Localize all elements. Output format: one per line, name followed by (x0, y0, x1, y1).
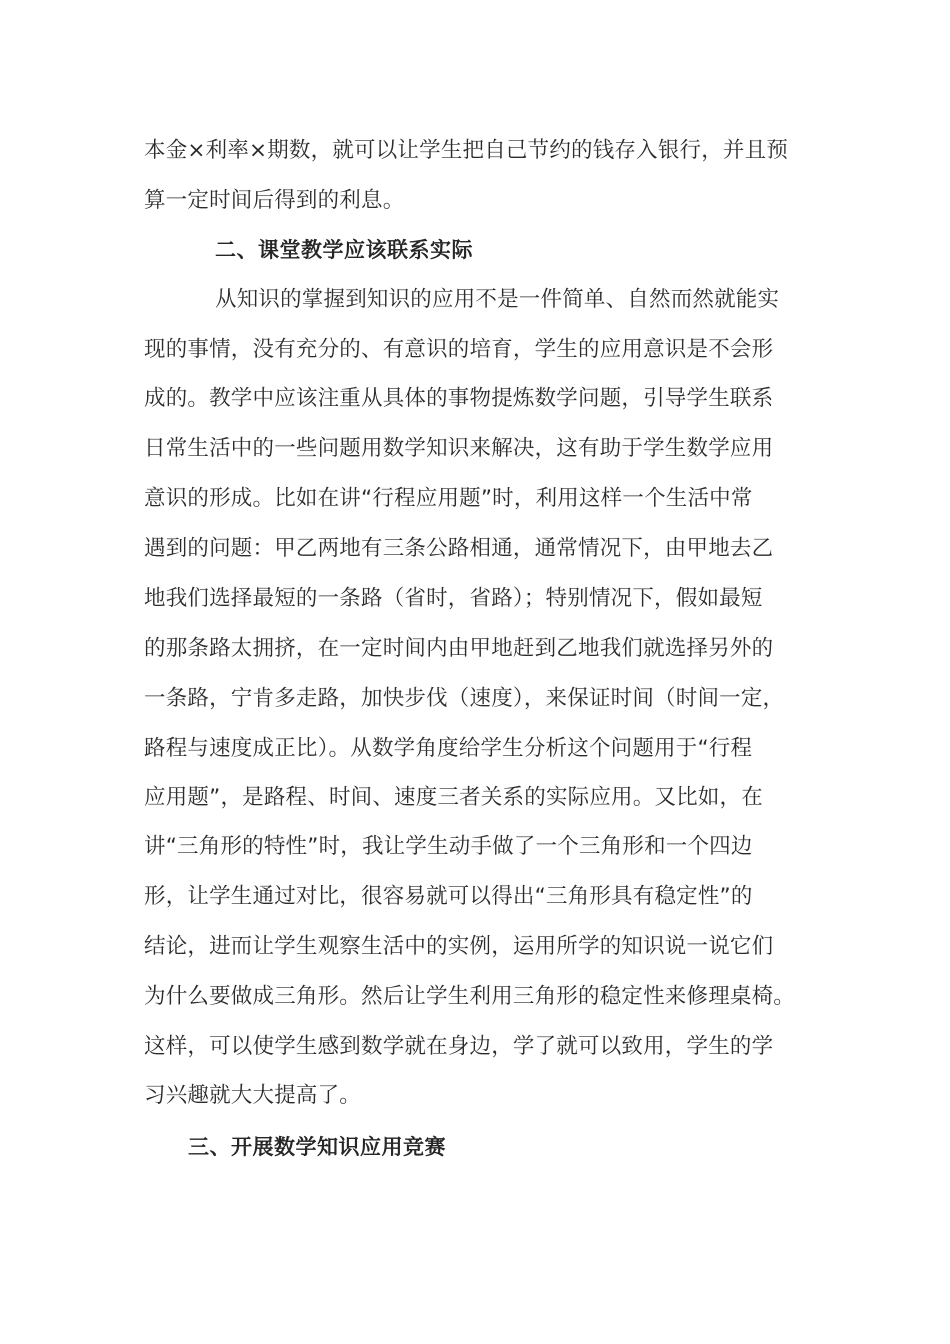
paragraph-line: 遇到的问题：甲乙两地有三条公路相通，通常情况下，由甲地去乙 (144, 536, 774, 561)
paragraph-line: 为什么要做成三角形。然后让学生利用三角形的稳定性来修理桌椅。 (144, 984, 796, 1009)
paragraph-line: 意识的形成。比如在讲“行程应用题”时，利用这样一个生活中常 (144, 486, 753, 511)
paragraph-line: 习兴趣就大大提高了。 (144, 1083, 362, 1108)
paragraph-line: 一条路，宁肯多走路，加快步伐（速度），来保证时间（时间一定， (144, 686, 785, 711)
paragraph-line: 成的。教学中应该注重从具体的事物提炼数学问题，引导学生联系 (144, 386, 774, 411)
paragraph-line: 的那条路太拥挤，在一定时间内由甲地赶到乙地我们就选择另外的 (144, 636, 774, 661)
paragraph-line: 算一定时间后得到的利息。 (144, 188, 405, 213)
paragraph-line: 讲“三角形的特性”时，我让学生动手做了一个三角形和一个四边 (144, 834, 753, 859)
paragraph-line: 路程与速度成正比）。从数学角度给学生分析这个问题用于“行程 (144, 736, 753, 761)
section-heading-2: 二、课堂教学应该联系实际 (215, 238, 473, 262)
paragraph-line: 从知识的掌握到知识的应用不是一件简单、自然而然就能实 (215, 287, 780, 312)
paragraph-line: 形，让学生通过对比，很容易就可以得出“三角形具有稳定性”的 (144, 884, 753, 909)
paragraph-line: 应用题”，是路程、时间、速度三者关系的实际应用。又比如，在 (144, 785, 763, 810)
paragraph-line: 结论，进而让学生观察生活中的实例，运用所学的知识说一说它们 (144, 934, 774, 959)
paragraph-line: 地我们选择最短的一条路（省时，省路）；特别情况下，假如最短 (144, 586, 763, 611)
paragraph-line: 这样，可以使学生感到数学就在身边，学了就可以致用，学生的学 (144, 1034, 774, 1059)
paragraph-line: 现的事情，没有充分的、有意识的培育，学生的应用意识是不会形 (144, 337, 774, 362)
paragraph-line: 本金×利率×期数，就可以让学生把自己节约的钱存入银行，并且预 (144, 138, 789, 163)
section-heading-3: 三、开展数学知识应用竞赛 (188, 1135, 446, 1159)
paragraph-line: 日常生活中的一些问题用数学知识来解决，这有助于学生数学应用 (144, 436, 774, 461)
